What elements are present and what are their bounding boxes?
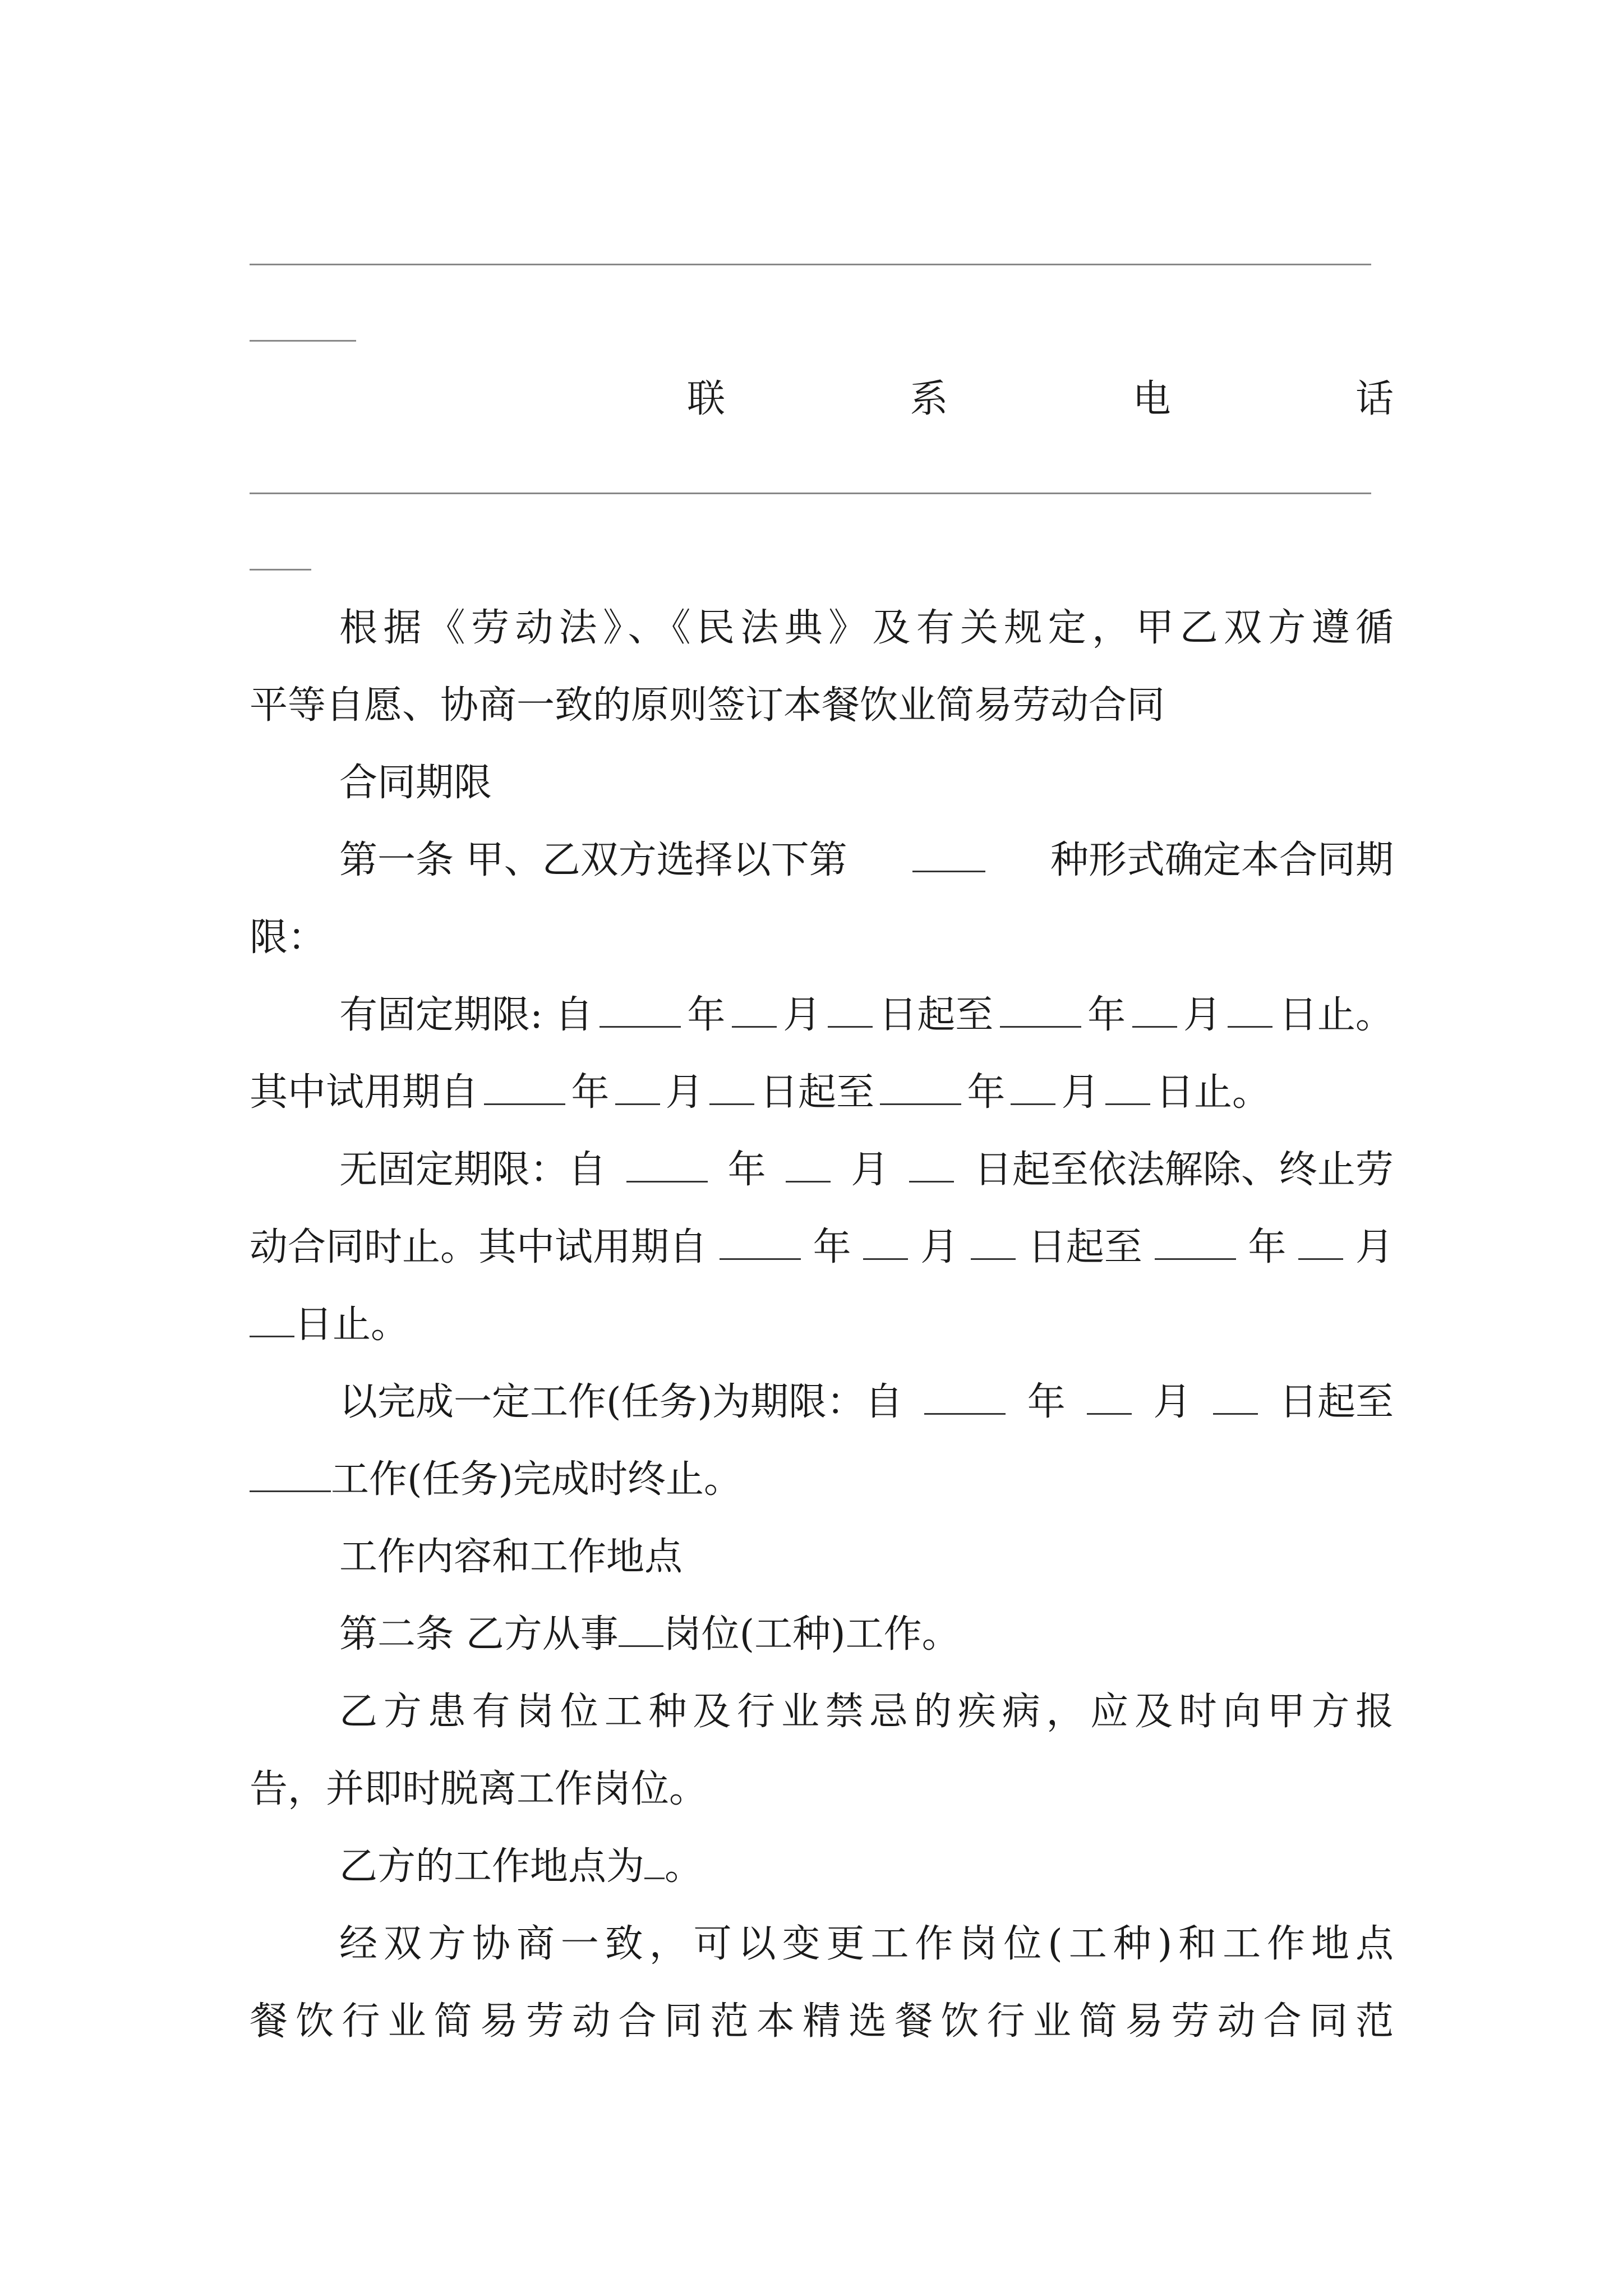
blank-month[interactable] <box>1011 1071 1055 1105</box>
open-term-line-3 <box>250 1303 1394 1347</box>
year-label: 年 <box>727 1148 766 1192</box>
fill-line-2-tail <box>250 569 311 570</box>
disease-line-1: 乙方患有岗位工种及行业禁忌的疾病，应及时向甲方报 <box>339 1690 1394 1734</box>
intro-line-1: 根据《劳动法》、《民法典》及有关规定，甲乙双方遵循 <box>339 606 1394 650</box>
blank-month[interactable] <box>1132 993 1177 1028</box>
blank-year[interactable] <box>484 1071 565 1105</box>
blank-year[interactable] <box>1155 1226 1236 1260</box>
blank-year[interactable] <box>720 1226 801 1260</box>
contact-char: 联 <box>687 377 726 421</box>
year-label: 年 <box>687 993 726 1037</box>
probation-label: 其中试用期自 <box>250 1070 479 1115</box>
work-place-line <box>339 1844 1394 1889</box>
fill-line-1 <box>250 264 1371 265</box>
contact-char: 系 <box>910 377 948 421</box>
blank-year[interactable] <box>626 1148 708 1182</box>
blank-day[interactable] <box>971 1226 1016 1260</box>
work-place-text-a: 乙方的工作地点为 <box>339 1844 645 1889</box>
blank-month[interactable] <box>1298 1226 1343 1260</box>
article-2-line <box>339 1612 1394 1657</box>
blank-day[interactable] <box>1228 993 1272 1028</box>
task-end-text: 工作(任务)完成时终止。 <box>331 1457 743 1502</box>
from-to-label: 日起至 <box>879 993 994 1037</box>
blank-form-choice[interactable] <box>912 838 985 872</box>
blank-month[interactable] <box>615 1071 660 1105</box>
task-term-label: 以完成一定工作(任务)为期限：自 <box>339 1380 903 1424</box>
blank-position[interactable] <box>619 1613 663 1647</box>
task-term-line-1 <box>339 1380 1394 1425</box>
probation-label: 动合同时止。其中试用期自 <box>250 1225 708 1269</box>
fixed-term-line-1 <box>339 993 1394 1038</box>
blank-month[interactable] <box>732 993 777 1028</box>
blank-year[interactable] <box>600 993 681 1028</box>
heading-contract-term: 合同期限 <box>339 761 492 805</box>
contact-char: 话 <box>1355 377 1394 421</box>
blank-task[interactable] <box>250 1458 331 1492</box>
blank-month[interactable] <box>1087 1381 1132 1415</box>
blank-work-place[interactable] <box>644 1845 665 1879</box>
fill-line-1-tail <box>250 340 356 342</box>
fill-line-2 <box>250 493 1371 494</box>
year-label: 年 <box>571 1070 610 1115</box>
change-line-1: 经双方协商一致，可以变更工作岗位(工种)和工作地点 <box>339 1922 1394 1966</box>
from-to-label: 日起至 <box>1027 1225 1142 1269</box>
blank-day[interactable] <box>1213 1381 1258 1415</box>
month-label: 月 <box>1061 1070 1100 1115</box>
month-label: 月 <box>920 1225 959 1269</box>
month-label: 月 <box>851 1148 889 1192</box>
open-term-line-1 <box>339 1148 1394 1193</box>
heading-work-content: 工作内容和工作地点 <box>339 1535 683 1579</box>
article-2-text-b: 岗位(工种)工作。 <box>663 1612 960 1657</box>
month-label: 月 <box>783 993 822 1037</box>
end-label: 日止。 <box>294 1303 409 1347</box>
month-label: 月 <box>1183 993 1221 1037</box>
blank-day[interactable] <box>709 1071 754 1105</box>
open-term-line-2 <box>250 1225 1394 1270</box>
fixed-term-line-2 <box>250 1070 1270 1115</box>
blank-day[interactable] <box>1105 1071 1150 1105</box>
fixed-term-label: 有固定期限: 自 <box>339 993 593 1037</box>
article-2-text-a: 第二条 乙方从事 <box>339 1612 619 1657</box>
year-label: 年 <box>1087 993 1126 1037</box>
article-1-text-a: 第一条 甲、乙双方选择以下第 <box>339 838 847 882</box>
year-label: 年 <box>1248 1225 1287 1269</box>
blank-day[interactable] <box>250 1303 294 1337</box>
month-label: 月 <box>665 1070 704 1115</box>
open-term-text: 日起至依法解除、终止劳 <box>974 1148 1394 1192</box>
contact-phone-label <box>687 377 1394 422</box>
month-label: 月 <box>1355 1225 1394 1269</box>
year-label: 年 <box>813 1225 851 1269</box>
footer-title-line: 餐饮行业简易劳动合同范本精选餐饮行业简易劳动合同范 <box>250 1999 1394 2044</box>
blank-day[interactable] <box>828 993 873 1028</box>
from-to-label: 日起至 <box>1279 1380 1394 1424</box>
from-to-label: 日起至 <box>759 1070 874 1115</box>
blank-month[interactable] <box>786 1148 831 1182</box>
blank-day[interactable] <box>909 1148 954 1182</box>
article-1-line-1 <box>339 838 1394 883</box>
end-label: 日止。 <box>1155 1070 1270 1115</box>
contact-char: 电 <box>1132 377 1171 421</box>
open-term-label: 无固定期限：自 <box>339 1148 607 1192</box>
blank-year[interactable] <box>924 1381 1006 1415</box>
end-label: 日止。 <box>1279 993 1394 1037</box>
article-1-text-b: 种形式确定本合同期 <box>1050 838 1394 882</box>
year-label: 年 <box>1027 1380 1066 1424</box>
task-term-line-2 <box>250 1457 1394 1502</box>
work-place-text-b: 。 <box>665 1844 703 1889</box>
intro-line-2: 平等自愿、协商一致的原则签订本餐饮业简易劳动合同 <box>250 683 1165 728</box>
year-label: 年 <box>967 1070 1006 1115</box>
article-1-line-2: 限： <box>250 915 326 960</box>
blank-year[interactable] <box>880 1071 961 1105</box>
disease-line-2: 告，并即时脱离工作岗位。 <box>250 1767 708 1811</box>
month-label: 月 <box>1153 1380 1192 1424</box>
blank-month[interactable] <box>863 1226 908 1260</box>
blank-year[interactable] <box>1000 993 1081 1028</box>
